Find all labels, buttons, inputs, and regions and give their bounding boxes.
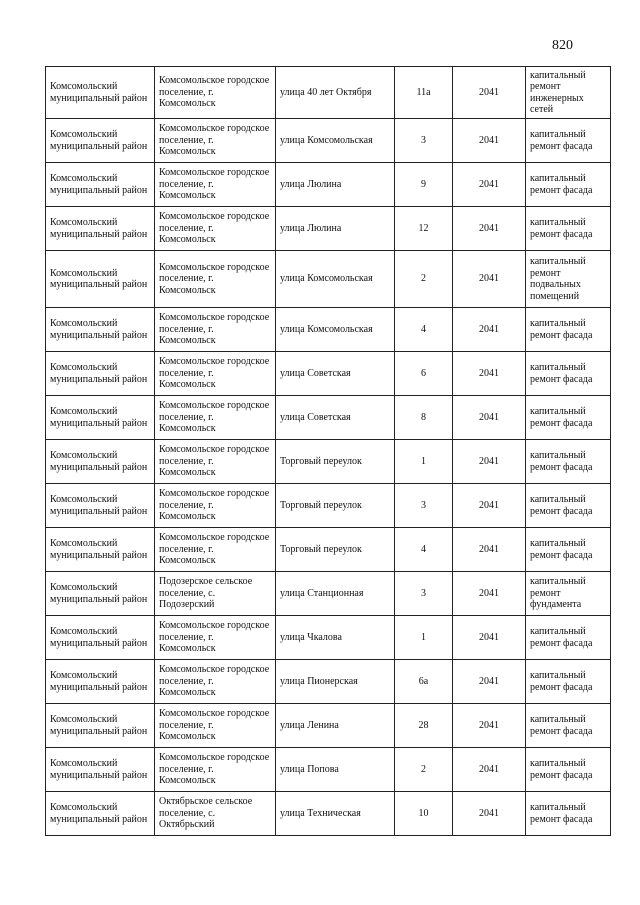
settlement-cell: Комсомольское городское поселение, г. Комсомольск: [155, 616, 276, 660]
settlement-cell: Октябрьское сельское поселение, с. Октябрьский: [155, 792, 276, 836]
house-number-cell: 28: [395, 704, 453, 748]
table-row: [46, 308, 611, 352]
table-row: [46, 616, 611, 660]
table-row: [46, 396, 611, 440]
house-number-cell: 1: [395, 440, 453, 484]
house-number-cell: 8: [395, 396, 453, 440]
district-cell: Комсомольский муниципальный район: [46, 528, 155, 572]
work-type-cell: капитальный ремонт фасада: [526, 207, 611, 251]
district-cell: Комсомольский муниципальный район: [46, 163, 155, 207]
street-cell: улица 40 лет Октября: [276, 67, 395, 119]
district-cell: Комсомольский муниципальный район: [46, 572, 155, 616]
table-row: [46, 163, 611, 207]
table-row: [46, 352, 611, 396]
table-row: [46, 660, 611, 704]
table-row: [46, 572, 611, 616]
year-cell: 2041: [453, 572, 526, 616]
street-cell: Торговый переулок: [276, 440, 395, 484]
settlement-cell: Комсомольское городское поселение, г. Комсомольск: [155, 484, 276, 528]
street-cell: улица Комсомольская: [276, 251, 395, 308]
house-number-cell: 2: [395, 748, 453, 792]
year-cell: 2041: [453, 528, 526, 572]
register-table: [45, 66, 611, 836]
settlement-cell: Комсомольское городское поселение, г. Комсомольск: [155, 251, 276, 308]
year-cell: 2041: [453, 396, 526, 440]
work-type-cell: капитальный ремонт фасада: [526, 528, 611, 572]
year-cell: 2041: [453, 308, 526, 352]
work-type-cell: капитальный ремонт фасада: [526, 163, 611, 207]
settlement-cell: Комсомольское городское поселение, г. Комсомольск: [155, 67, 276, 119]
settlement-cell: Комсомольское городское поселение, г. Комсомольск: [155, 528, 276, 572]
street-cell: улица Ленина: [276, 704, 395, 748]
work-type-cell: капитальный ремонт фасада: [526, 396, 611, 440]
house-number-cell: 6а: [395, 660, 453, 704]
table-row: [46, 119, 611, 163]
work-type-cell: капитальный ремонт фундамента: [526, 572, 611, 616]
settlement-cell: Комсомольское городское поселение, г. Комсомольск: [155, 704, 276, 748]
district-cell: Комсомольский муниципальный район: [46, 792, 155, 836]
house-number-cell: 4: [395, 528, 453, 572]
work-type-cell: капитальный ремонт фасада: [526, 792, 611, 836]
register-table-body: [46, 67, 611, 836]
district-cell: Комсомольский муниципальный район: [46, 748, 155, 792]
year-cell: 2041: [453, 484, 526, 528]
district-cell: Комсомольский муниципальный район: [46, 251, 155, 308]
street-cell: улица Советская: [276, 352, 395, 396]
settlement-cell: Подозерское сельское поселение, с. Подозерский: [155, 572, 276, 616]
settlement-cell: Комсомольское городское поселение, г. Комсомольск: [155, 748, 276, 792]
street-cell: улица Люлина: [276, 207, 395, 251]
work-type-cell: капитальный ремонт фасада: [526, 352, 611, 396]
work-type-cell: капитальный ремонт фасада: [526, 616, 611, 660]
house-number-cell: 3: [395, 119, 453, 163]
year-cell: 2041: [453, 616, 526, 660]
table-row: [46, 440, 611, 484]
settlement-cell: Комсомольское городское поселение, г. Комсомольск: [155, 660, 276, 704]
street-cell: улица Советская: [276, 396, 395, 440]
work-type-cell: капитальный ремонт фасада: [526, 119, 611, 163]
district-cell: Комсомольский муниципальный район: [46, 67, 155, 119]
year-cell: 2041: [453, 792, 526, 836]
work-type-cell: капитальный ремонт фасада: [526, 484, 611, 528]
work-type-cell: капитальный ремонт фасада: [526, 704, 611, 748]
year-cell: 2041: [453, 251, 526, 308]
work-type-cell: капитальный ремонт фасада: [526, 308, 611, 352]
table-row: [46, 67, 611, 119]
work-type-cell: капитальный ремонт фасада: [526, 748, 611, 792]
year-cell: 2041: [453, 748, 526, 792]
year-cell: 2041: [453, 352, 526, 396]
district-cell: Комсомольский муниципальный район: [46, 660, 155, 704]
district-cell: Комсомольский муниципальный район: [46, 484, 155, 528]
street-cell: улица Станционная: [276, 572, 395, 616]
settlement-cell: Комсомольское городское поселение, г. Комсомольск: [155, 207, 276, 251]
year-cell: 2041: [453, 207, 526, 251]
table-row: [46, 792, 611, 836]
work-type-cell: капитальный ремонт фасада: [526, 660, 611, 704]
settlement-cell: Комсомольское городское поселение, г. Комсомольск: [155, 119, 276, 163]
district-cell: Комсомольский муниципальный район: [46, 207, 155, 251]
district-cell: Комсомольский муниципальный район: [46, 308, 155, 352]
house-number-cell: 12: [395, 207, 453, 251]
table-row: [46, 748, 611, 792]
house-number-cell: 9: [395, 163, 453, 207]
year-cell: 2041: [453, 440, 526, 484]
settlement-cell: Комсомольское городское поселение, г. Комсомольск: [155, 308, 276, 352]
street-cell: улица Попова: [276, 748, 395, 792]
district-cell: Комсомольский муниципальный район: [46, 616, 155, 660]
table-row: [46, 251, 611, 308]
settlement-cell: Комсомольское городское поселение, г. Комсомольск: [155, 396, 276, 440]
year-cell: 2041: [453, 704, 526, 748]
house-number-cell: 2: [395, 251, 453, 308]
house-number-cell: 3: [395, 572, 453, 616]
table-row: [46, 484, 611, 528]
year-cell: 2041: [453, 163, 526, 207]
house-number-cell: 11а: [395, 67, 453, 119]
house-number-cell: 10: [395, 792, 453, 836]
street-cell: улица Пионерская: [276, 660, 395, 704]
street-cell: улица Чкалова: [276, 616, 395, 660]
work-type-cell: капитальный ремонт подвальных помещений: [526, 251, 611, 308]
settlement-cell: Комсомольское городское поселение, г. Комсомольск: [155, 163, 276, 207]
page-number: 820: [552, 38, 573, 53]
table-row: [46, 207, 611, 251]
district-cell: Комсомольский муниципальный район: [46, 119, 155, 163]
house-number-cell: 6: [395, 352, 453, 396]
district-cell: Комсомольский муниципальный район: [46, 704, 155, 748]
table-row: [46, 528, 611, 572]
street-cell: улица Люлина: [276, 163, 395, 207]
house-number-cell: 1: [395, 616, 453, 660]
year-cell: 2041: [453, 67, 526, 119]
year-cell: 2041: [453, 119, 526, 163]
district-cell: Комсомольский муниципальный район: [46, 396, 155, 440]
settlement-cell: Комсомольское городское поселение, г. Комсомольск: [155, 352, 276, 396]
district-cell: Комсомольский муниципальный район: [46, 352, 155, 396]
street-cell: Торговый переулок: [276, 484, 395, 528]
year-cell: 2041: [453, 660, 526, 704]
street-cell: улица Комсомольская: [276, 119, 395, 163]
street-cell: Торговый переулок: [276, 528, 395, 572]
table-row: [46, 704, 611, 748]
settlement-cell: Комсомольское городское поселение, г. Комсомольск: [155, 440, 276, 484]
work-type-cell: капитальный ремонт фасада: [526, 440, 611, 484]
work-type-cell: капитальный ремонт инженерных сетей: [526, 67, 611, 119]
street-cell: улица Техническая: [276, 792, 395, 836]
street-cell: улица Комсомольская: [276, 308, 395, 352]
house-number-cell: 3: [395, 484, 453, 528]
house-number-cell: 4: [395, 308, 453, 352]
district-cell: Комсомольский муниципальный район: [46, 440, 155, 484]
